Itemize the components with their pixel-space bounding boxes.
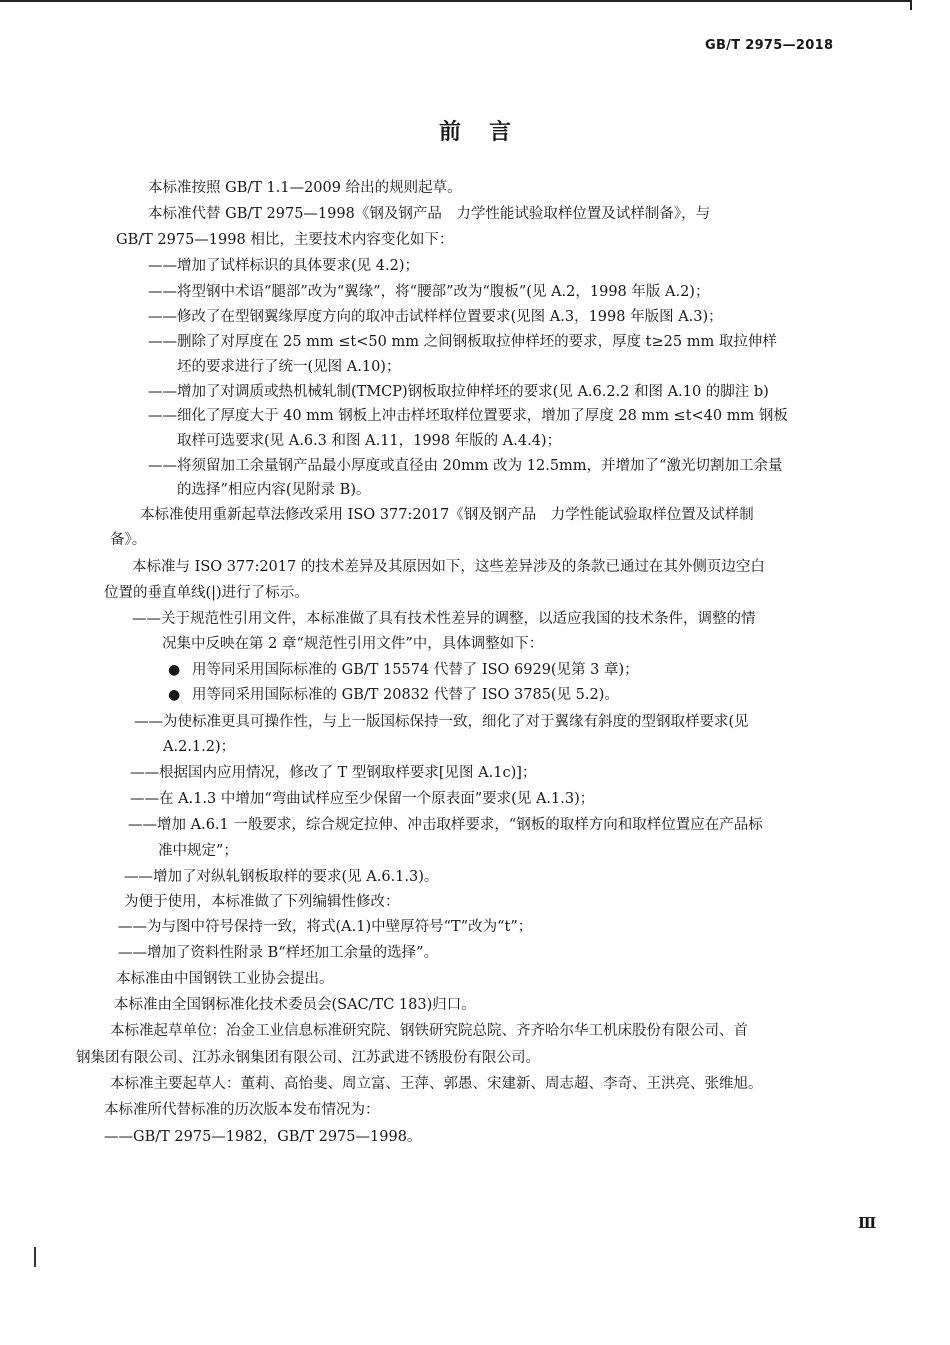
text-line: ——为与图中符号保持一致，将式(A.1)中壁厚符号“T”改为“t”； (118, 919, 533, 935)
text-line: 本标准使用重新起草法修改采用 ISO 377:2017《钢及钢产品 力学性能试验取样位置及试样制 (140, 507, 754, 523)
text-line: 的选择”相应内容(见附录 B)。 (177, 482, 371, 498)
text-line: ——增加了资料性附录 B“样坯加工余量的选择”。 (118, 945, 439, 961)
text-line: ——为使标准更具可操作性，与上一版国标保持一致，细化了对于翼缘有斜度的型钢取样要求(见 (134, 714, 749, 730)
text-line: GB/T 2975—1998 相比，主要技术内容变化如下： (116, 232, 454, 248)
list-item: 用等同采用国际标准的 GB/T 15574 代替了 ISO 6929(见第 3 章)； (192, 662, 639, 678)
text-line: 本标准代替 GB/T 2975—1998《钢及钢产品 力学性能试验取样位置及试样制备》，与 (148, 206, 711, 222)
text-line: 本标准主要起草人：董莉、高怡斐、周立富、王萍、郭愚、宋建新、周志超、李奇、王洪亮、张维旭。 (110, 1076, 763, 1092)
bullet-icon: ● (168, 687, 181, 703)
page-frame-rule (0, 0, 912, 10)
text-line: 备》。 (110, 532, 147, 548)
text-line: 准中规定”； (158, 843, 238, 859)
text-line: 本标准所代替标准的历次版本发布情况为： (104, 1102, 380, 1118)
text-line: ——增加了对纵轧钢板取样的要求(见 A.6.1.3)。 (124, 869, 439, 885)
text-line: 本标准由全国钢标准化技术委员会(SAC/TC 183)归口。 (114, 997, 476, 1013)
text-line: 况集中反映在第 2 章“规范性引用文件”中，具体调整如下： (162, 636, 544, 652)
text-line: 本标准按照 GB/T 1.1—2009 给出的规则起草。 (148, 180, 462, 196)
text-line: 取样可选要求(见 A.6.3 和图 A.11，1998 年版的 A.4.4)； (177, 433, 562, 449)
text-line: ——关于规范性引用文件，本标准做了具有技术性差异的调整，以适应我国的技术条件，调整的情 (132, 611, 756, 627)
page-number: Ⅲ (858, 1214, 877, 1232)
text-line: 位置的垂直单线(|)进行了标示。 (104, 585, 309, 601)
list-item: 用等同采用国际标准的 GB/T 20832 代替了 ISO 3785(见 5.2)。 (192, 687, 619, 703)
text-line: 钢集团有限公司、江苏永钢集团有限公司、江苏武进不锈股份有限公司。 (76, 1050, 540, 1066)
text-line: ——细化了厚度大于 40 mm 钢板上冲击样坯取样位置要求，增加了厚度 28 mm ≤t<40 mm 钢板 (148, 408, 788, 424)
standard-code: GB/T 2975—2018 (705, 38, 834, 53)
text-line: ——在 A.1.3 中增加“弯曲试样应至少保留一个原表面”要求(见 A.1.3)； (130, 791, 595, 807)
text-line: ——增加了对调质或热机械轧制(TMCP)钢板取拉伸样坯的要求(见 A.6.2.2 和图 A.10 的脚注 b) (148, 384, 769, 400)
text-line: 坯的要求进行了统一(见图 A.10)； (177, 359, 401, 375)
text-line: ——将型钢中术语“腿部”改为“翼缘”，将“腰部”改为“腹板”(见 A.2，1998 年版 A.2)； (148, 284, 710, 300)
text-line: 本标准由中国钢铁工业协会提出。 (116, 971, 334, 987)
text-line: A.2.1.2)； (163, 739, 236, 755)
text-line: ——将须留加工余量钢产品最小厚度或直径由 20mm 改为 12.5mm，并增加了“激光切割加工余量 (148, 458, 783, 474)
text-line: ——修改了在型钢翼缘厚度方向的取冲击试样样位置要求(见图 A.3，1998 年版图 A.3)； (148, 309, 723, 325)
text-line: 本标准与 ISO 377:2017 的技术差异及其原因如下，这些差异涉及的条款已通过在其外侧页边空白 (132, 559, 765, 575)
text-line: ——增加了试样标识的具体要求(见 4.2)； (148, 258, 419, 274)
text-line: 本标准起草单位：冶金工业信息标准研究院、钢铁研究院总院、齐齐哈尔华工机床股份有限公司、首 (110, 1023, 748, 1039)
text-line: ——删除了对厚度在 25 mm ≤t<50 mm 之间钢板取拉伸样坯的要求，厚度 t≥25 mm 取拉伸样 (148, 334, 777, 350)
text-line: ——GB/T 2975—1982，GB/T 2975—1998。 (104, 1129, 422, 1145)
margin-mark (34, 1247, 36, 1267)
text-line: 为便于使用，本标准做了下列编辑性修改： (124, 894, 400, 910)
text-line: ——增加 A.6.1 一般要求，综合规定拉伸、冲击取样要求，“钢板的取样方向和取样位置应在产品标 (128, 817, 763, 833)
bullet-icon: ● (168, 662, 181, 678)
text-line: ——根据国内应用情况，修改了 T 型钢取样要求[见图 A.1c)]； (130, 765, 537, 781)
page-title: 前言 (438, 120, 539, 145)
